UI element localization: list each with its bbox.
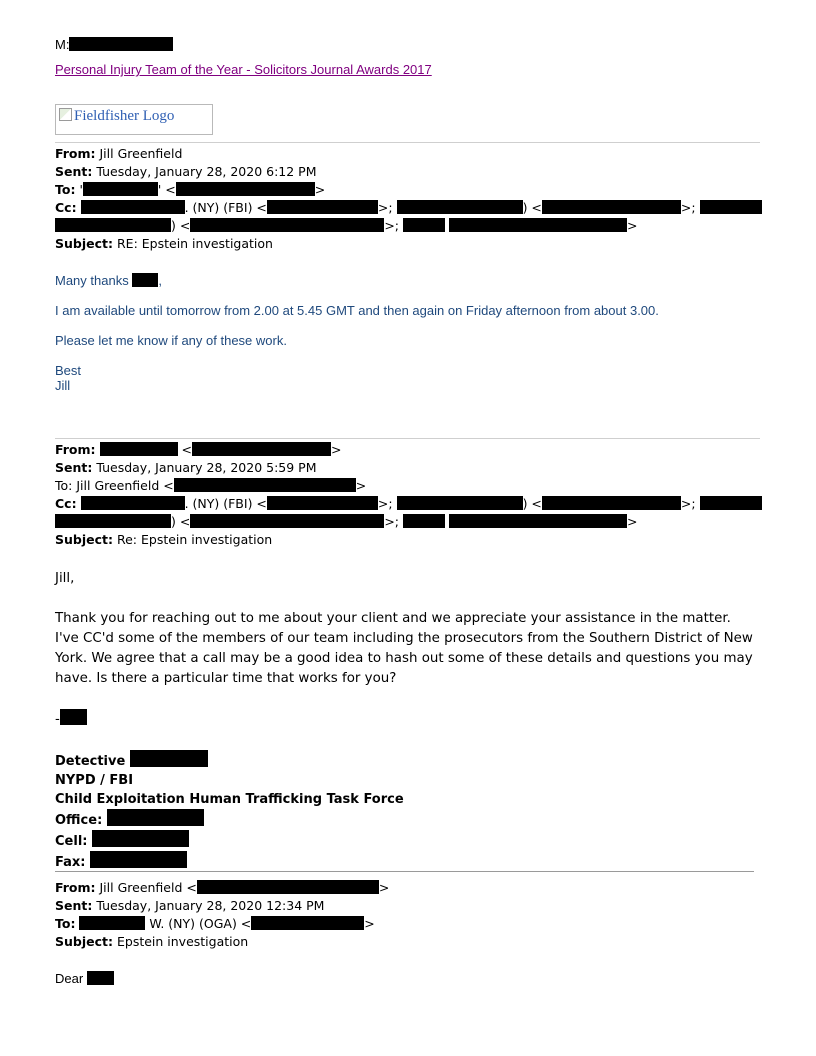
sig-cell: Cell:: [55, 830, 404, 851]
redaction: [69, 37, 173, 51]
cc-line: Cc: . (NY) (FBI) < >; ) < >;: [55, 199, 762, 217]
divider: [55, 142, 760, 143]
redaction: [403, 218, 445, 232]
sent-line: Sent: Tuesday, January 28, 2020 12:34 PM: [55, 898, 325, 913]
email3-header: [55, 879, 389, 951]
to-line: To: Jill Greenfield < >: [55, 478, 367, 493]
cc-line-2: ) < >; >: [55, 217, 762, 235]
mobile-label: M:: [55, 37, 70, 52]
fieldfisher-logo: [55, 104, 213, 135]
redaction: [100, 442, 178, 456]
email3-greeting: Dear: [55, 971, 114, 986]
redaction: [174, 478, 356, 492]
redaction: [132, 273, 158, 287]
to-line: To: ' ' < >: [55, 182, 326, 197]
sig-fax: Fax:: [55, 851, 404, 872]
email1-header: [55, 145, 762, 253]
redaction: [81, 200, 185, 214]
sig-unit: Child Exploitation Human Trafficking Task Force: [55, 792, 404, 807]
sent-line: Sent: Tuesday, January 28, 2020 6:12 PM: [55, 164, 317, 179]
redaction: [81, 496, 185, 510]
subject-line: Subject: Re: Epstein investigation: [55, 532, 273, 547]
redaction: [267, 200, 378, 214]
redaction: [197, 880, 379, 894]
redaction: [397, 496, 523, 510]
redaction: [130, 750, 208, 767]
redaction: [92, 830, 189, 847]
divider: [55, 871, 754, 872]
sent-line: Sent: Tuesday, January 28, 2020 5:59 PM: [55, 460, 317, 475]
signature-block: [55, 750, 404, 872]
cc-line: Cc: . (NY) (FBI) < >; ) < >;: [55, 495, 762, 513]
award-link[interactable]: Personal Injury Team of the Year - Solicitors Journal Awards 2017: [55, 62, 432, 77]
redaction: [403, 514, 445, 528]
email1-greeting: Many thanks ,: [55, 273, 162, 288]
logo-alt-text: Fieldfisher Logo: [74, 108, 175, 124]
redaction: [267, 496, 378, 510]
divider: [55, 438, 760, 439]
email2-body: Thank you for reaching out to me about your client and we appreciate your assistance in the matter. I've CC'd some of the members of our team including the prosecutors from the Southern District of New York. We agree that a call may be a good idea to hash out some of these details and questions you may have. Is there a particular time that works for you?: [55, 611, 753, 686]
from-line: From: Jill Greenfield: [55, 146, 183, 161]
email2-header: [55, 441, 762, 549]
redaction: [87, 971, 114, 985]
redaction: [542, 496, 681, 510]
redaction: [176, 182, 315, 196]
mobile-line: [55, 37, 173, 52]
redaction: [251, 916, 364, 930]
email1-signoff: Best: [55, 363, 82, 378]
broken-image-icon: [59, 108, 72, 121]
email1-signature: Jill: [55, 378, 71, 393]
redaction: [449, 514, 627, 528]
email2-dash-line: -: [55, 709, 755, 730]
redaction: [55, 218, 171, 232]
subject-line: Subject: RE: Epstein investigation: [55, 236, 273, 251]
cc-line-2: ) < >; >: [55, 513, 762, 531]
to-line: To: W. (NY) (OGA) < >: [55, 916, 375, 931]
redaction: [449, 218, 627, 232]
sig-org: NYPD / FBI: [55, 773, 134, 788]
redaction: [192, 442, 331, 456]
sig-office: Office:: [55, 809, 404, 830]
redaction: [700, 496, 762, 510]
email1-para2: Please let me know if any of these work.: [55, 333, 287, 348]
redaction: [83, 182, 158, 196]
email1-para1: I am available until tomorrow from 2.00 at 5.45 GMT and then again on Friday afternoon from about 3.00.: [55, 303, 659, 318]
redaction: [55, 514, 171, 528]
subject-line: Subject: Epstein investigation: [55, 934, 249, 949]
redaction: [60, 709, 87, 725]
redaction: [397, 200, 523, 214]
from-line: From: < >: [55, 442, 342, 457]
redaction: [190, 514, 384, 528]
email2-greeting: Jill,: [55, 571, 75, 586]
award-link-line: [55, 61, 432, 79]
redaction: [107, 809, 204, 826]
redaction: [90, 851, 187, 868]
redaction: [700, 200, 762, 214]
from-line: From: Jill Greenfield < >: [55, 880, 390, 895]
sig-title: Detective: [55, 750, 404, 771]
redaction: [79, 916, 145, 930]
redaction: [190, 218, 384, 232]
redaction: [542, 200, 681, 214]
